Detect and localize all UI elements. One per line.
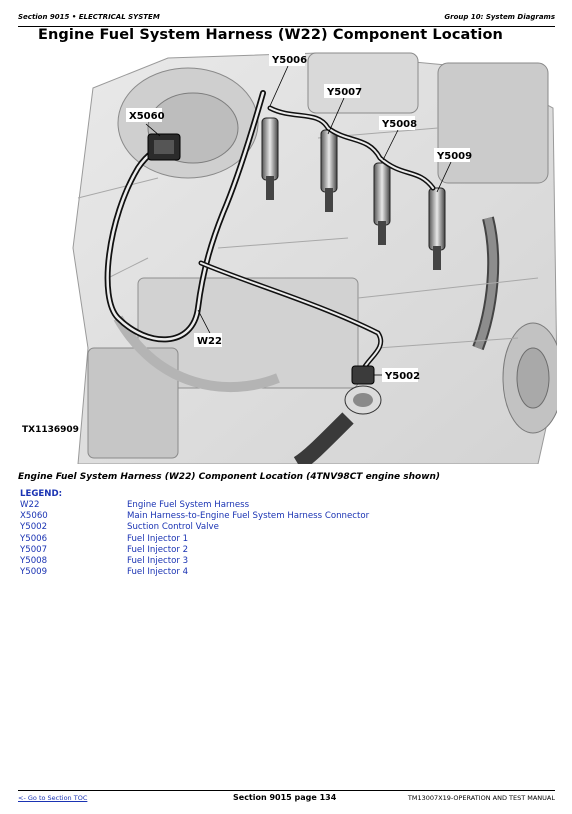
legend-desc: Main Harness-to-Engine Fuel System Harness Connector [127,511,370,522]
figure-id: TX1136909 [22,425,79,435]
legend-code: Y5002 [20,522,48,533]
legend-desc: Engine Fuel System Harness [127,500,250,510]
group-label: Group 10: System Diagrams [444,13,555,21]
toc-link[interactable]: <- Go to Section TOC [18,794,88,802]
legend-item [20,511,540,522]
legend-code: Y5007 [20,544,48,555]
callout-y5008: Y5008 [382,119,418,130]
legend-item [20,545,540,556]
page-number: Section 9015 page 134 [233,793,337,802]
legend-desc: Fuel Injector 4 [127,567,189,578]
callout-y5009: Y5009 [437,151,473,162]
legend-code: W22 [20,500,40,510]
callout-y5006: Y5006 [272,55,308,66]
engine-harness-figure [18,48,557,464]
legend-desc: Fuel Injector 1 [127,533,189,544]
legend-desc: Suction Control Valve [127,522,219,533]
legend [20,489,540,578]
callout-y5007: Y5007 [327,87,363,98]
page-footer [18,794,555,806]
callout-w22: W22 [197,336,222,347]
engine-illustration [18,48,557,464]
legend-code: Y5006 [20,533,48,544]
legend-item [20,567,540,578]
legend-desc: Fuel Injector 3 [127,555,189,566]
section-label: Section 9015 • ELECTRICAL SYSTEM [18,13,160,21]
figure-caption: Engine Fuel System Harness (W22) Component Location (4TNV98CT engine shown) [18,472,441,482]
callout-x5060: X5060 [129,111,165,122]
page-header [18,13,555,25]
legend-item [20,522,540,533]
legend-desc: Fuel Injector 2 [127,544,189,555]
legend-item [20,500,540,511]
legend-code: Y5009 [20,567,48,578]
legend-heading: LEGEND: [20,489,63,499]
callout-y5002: Y5002 [385,371,421,382]
manual-id: TM13007X19-OPERATION AND TEST MANUAL [407,794,555,802]
footer-rule [18,790,555,791]
page-title: Engine Fuel System Harness (W22) Component Location [38,27,503,43]
legend-item [20,534,540,545]
legend-item [20,556,540,567]
legend-code: X5060 [20,511,48,522]
legend-code: Y5008 [20,555,48,566]
